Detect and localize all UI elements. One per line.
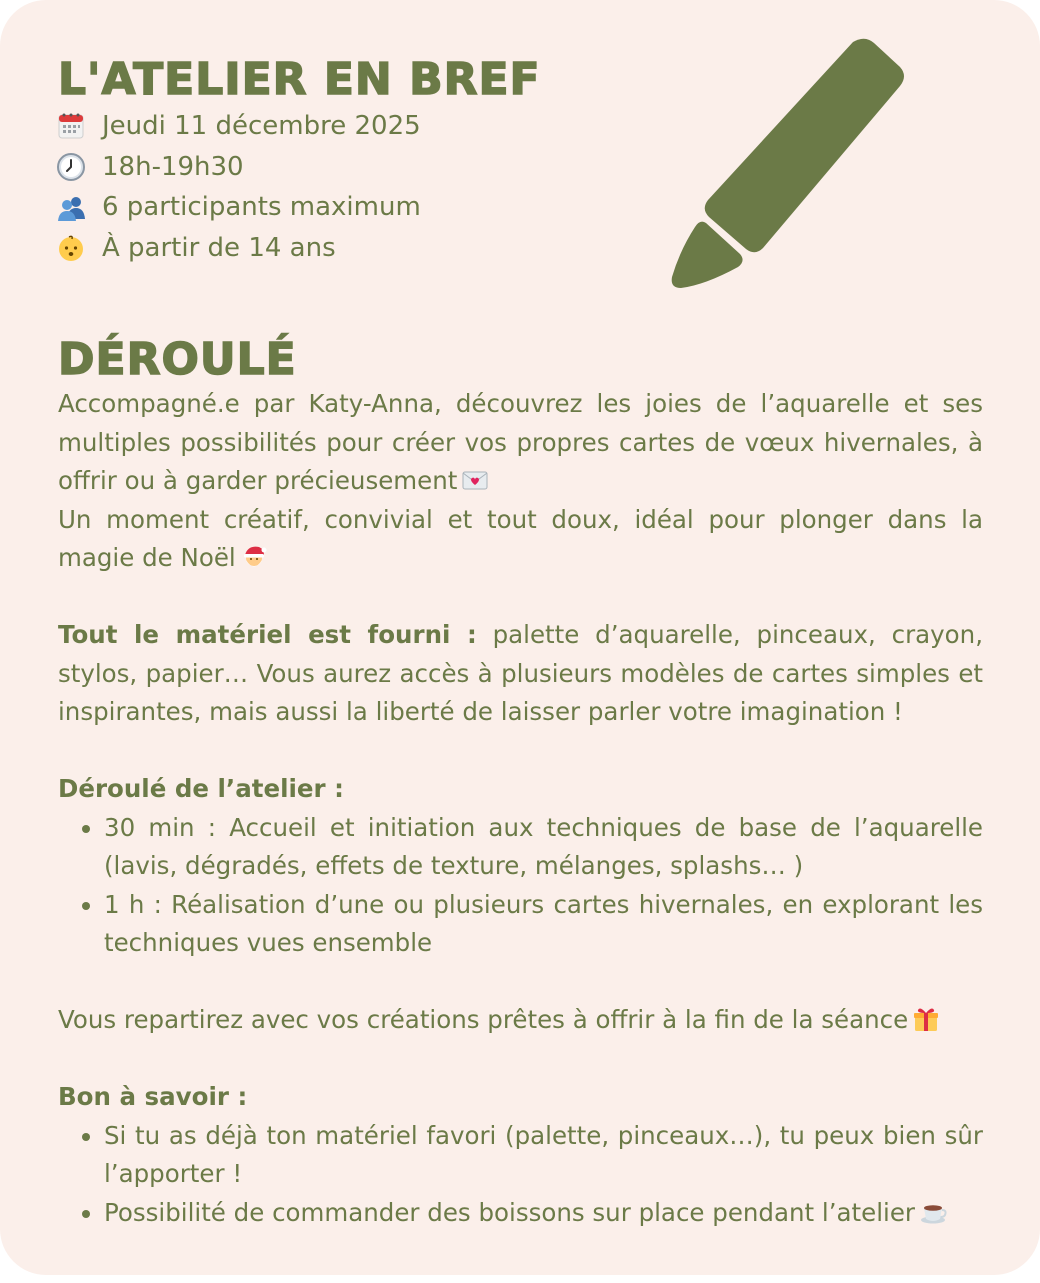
spacer — [58, 732, 983, 771]
summary-item-date — [56, 106, 421, 147]
summary-item-age — [56, 228, 421, 269]
closing-paragraph — [58, 1001, 983, 1040]
summary-item-participants-text: 6 participants maximum — [102, 192, 421, 223]
santa-icon — [240, 543, 268, 571]
materials-paragraph — [58, 616, 983, 732]
good-to-know-item-1: • Si tu as déjà ton matériel favori (palette, pinceaux…), tu peux bien sûr l’apporter ! — [104, 1117, 983, 1194]
intro-paragraph-1 — [58, 385, 983, 501]
intro-paragraph-1-text: Accompagné.e par Katy-Anna, découvrez les joies de l’aquarelle et ses multiples possibilités pour créer vos propres cartes de vœux hivernales, à offrir ou à garder précieusement — [58, 389, 983, 495]
love-letter-icon — [461, 466, 489, 494]
summary-item-time — [56, 147, 421, 188]
spacer — [58, 1040, 983, 1079]
section-title-program: DÉROULÉ — [58, 334, 297, 385]
baby-face-icon — [56, 233, 86, 263]
program-item-2: • 1 h : Réalisation d’une ou plusieurs cartes hivernales, en explorant les techniques vues ensemble — [104, 886, 983, 963]
spacer — [58, 963, 983, 1002]
spacer — [58, 578, 983, 617]
calendar-icon — [56, 111, 86, 141]
summary-item-date-text: Jeudi 11 décembre 2025 — [102, 111, 421, 141]
good-to-know-item-2-text: Possibilité de commander des boissons sur place pendant l’atelier — [104, 1197, 915, 1227]
people-icon — [56, 193, 86, 223]
summary-item-time-text: 18h-19h30 — [102, 151, 244, 182]
summary-item-age-text: À partir de 14 ans — [102, 233, 336, 264]
clock-icon — [56, 152, 86, 182]
gift-icon — [912, 1005, 940, 1033]
summary-list — [56, 106, 421, 269]
section-title-summary: L'ATELIER EN BREF — [58, 54, 541, 105]
hot-beverage-icon — [919, 1198, 947, 1226]
program-body — [58, 385, 983, 1232]
closing-text: Vous repartirez avec vos créations prêtes à offrir à la fin de la séance — [58, 1005, 909, 1034]
program-item-1: • 30 min : Accueil et initiation aux techniques de base de l’aquarelle (lavis, dégradés, effets de texture, mélanges, splashs… ) — [104, 809, 983, 886]
intro-paragraph-2 — [58, 501, 983, 578]
program-list — [58, 809, 983, 963]
summary-item-participants — [56, 187, 421, 228]
pencil-icon — [660, 30, 920, 300]
good-to-know-list — [58, 1117, 983, 1233]
materials-text: palette d’aquarelle, pinceaux, crayon, stylos, papier… Vous aurez accès à plusieurs modèles de cartes simples et inspirantes, mais aussi la liberté de laisser parler votre imagination ! — [58, 620, 983, 726]
good-to-know-item-2 — [104, 1194, 983, 1233]
intro-paragraph-2-text: Un moment créatif, convivial et tout doux, idéal pour plonger dans la magie de Noël — [58, 504, 983, 572]
materials-label: Tout le matériel est fourni : — [58, 620, 477, 649]
program-label: Déroulé de l’atelier : — [58, 774, 344, 803]
good-to-know-label: Bon à savoir : — [58, 1082, 248, 1111]
